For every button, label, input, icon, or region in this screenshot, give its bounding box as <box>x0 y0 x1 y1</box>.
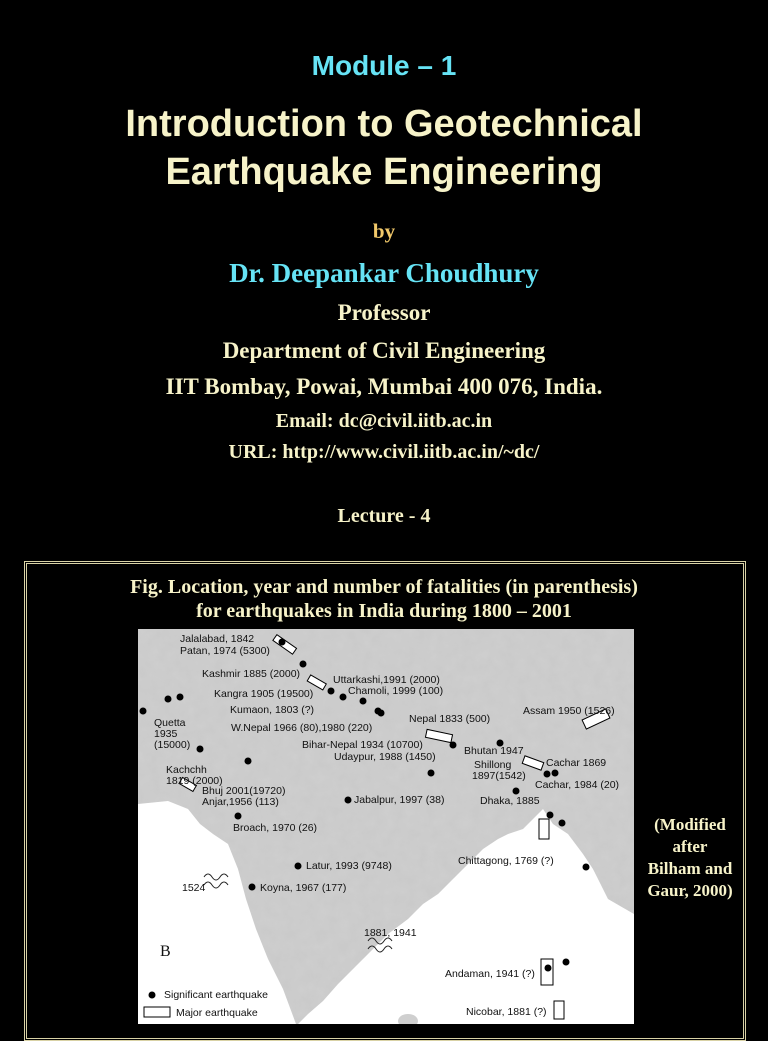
label-cachar-1869: Cachar 1869 <box>546 757 607 769</box>
legend-significant: Significant earthquake <box>164 989 268 1001</box>
label-kangra: Kangra 1905 (19500) <box>214 688 314 700</box>
title-line-1: Introduction to Geotechnical <box>125 103 643 145</box>
label-koyna: Koyna, 1967 (177) <box>260 882 347 894</box>
label-kashmir: Kashmir 1885 (2000) <box>202 668 301 680</box>
figure-credit <box>640 814 740 902</box>
label-dhaka: Dhaka, 1885 <box>480 795 540 807</box>
label-bhutan: Bhutan 1947 <box>464 745 524 757</box>
credit-line-4: Gaur, 2000) <box>647 881 733 900</box>
label-1524: 1524 <box>182 882 206 894</box>
figure-caption-line-2: for earthquakes in India during 1800 – 2001 <box>196 600 572 622</box>
label-nepal: Nepal 1833 (500) <box>409 713 491 725</box>
label-cachar-1984: Cachar, 1984 (20) <box>535 779 620 791</box>
label-udaypur: Udaypur, 1988 (1450) <box>334 751 436 763</box>
figure-caption-line-1: Fig. Location, year and number of fatalities (in parenthesis) <box>130 576 638 598</box>
author-url: URL: http://www.civil.iitb.ac.in/~dc/ <box>228 441 540 463</box>
module-label: Module – 1 <box>311 50 457 81</box>
label-kachchh-year: 1819 (2000) <box>166 775 223 787</box>
figure-caption <box>0 575 768 623</box>
credit-line-2: after <box>672 837 708 856</box>
label-uttarkashi: Uttarkashi,1991 (2000) <box>333 674 440 686</box>
label-bihar: Bihar-Nepal 1934 (10700) <box>302 739 423 751</box>
label-bhuj: Bhuj 2001(19720) <box>202 785 286 797</box>
label-chittagong: Chittagong, 1769 (?) <box>458 855 554 867</box>
label-broach: Broach, 1970 (26) <box>233 822 318 834</box>
map-panel-label: B <box>160 943 171 960</box>
by-label: by <box>372 219 396 243</box>
credit-line-1: (Modified <box>654 815 726 834</box>
label-assam: Assam 1950 (1526) <box>523 705 615 717</box>
credit-line-3: Bilham and <box>647 859 733 878</box>
slide-title <box>0 100 768 196</box>
lecture-number: Lecture - 4 <box>337 505 431 527</box>
legend-major: Major earthquake <box>176 1007 258 1019</box>
label-quetta: Quetta <box>154 717 186 729</box>
label-shillong-year: 1897(1542) <box>472 770 526 782</box>
label-patan: Patan, 1974 (5300) <box>180 645 270 657</box>
label-andaman: Andaman, 1941 (?) <box>445 968 535 980</box>
label-quetta-deaths: (15000) <box>154 739 191 751</box>
label-chamoli: Chamoli, 1999 (100) <box>348 685 444 697</box>
label-shillong: Shillong <box>474 759 512 771</box>
label-nicobar: Nicobar, 1881 (?) <box>466 1006 547 1018</box>
label-jalalabad: Jalalabad, 1842 <box>180 633 255 645</box>
label-kachchh: Kachchh <box>166 764 207 776</box>
label-quetta-year: 1935 <box>154 728 178 740</box>
title-line-2: Earthquake Engineering <box>165 151 603 193</box>
label-anjar: Anjar,1956 (113) <box>202 796 279 808</box>
label-1881-1941: 1881, 1941 <box>364 927 417 939</box>
author-institute: IIT Bombay, Powai, Mumbai 400 076, India. <box>165 374 603 399</box>
label-latur: Latur, 1993 (9748) <box>306 860 392 872</box>
author-name: Dr. Deepankar Choudhury <box>229 258 539 288</box>
label-kumaon: Kumaon, 1803 (?) <box>230 704 315 716</box>
earthquake-map <box>138 629 634 1024</box>
author-department: Department of Civil Engineering <box>222 338 546 363</box>
label-wnepal: W.Nepal 1966 (80),1980 (220) <box>231 722 373 734</box>
author-email: Email: dc@civil.iitb.ac.in <box>275 410 493 432</box>
label-jabalpur: Jabalpur, 1997 (38) <box>354 794 445 806</box>
author-position: Professor <box>337 300 431 325</box>
